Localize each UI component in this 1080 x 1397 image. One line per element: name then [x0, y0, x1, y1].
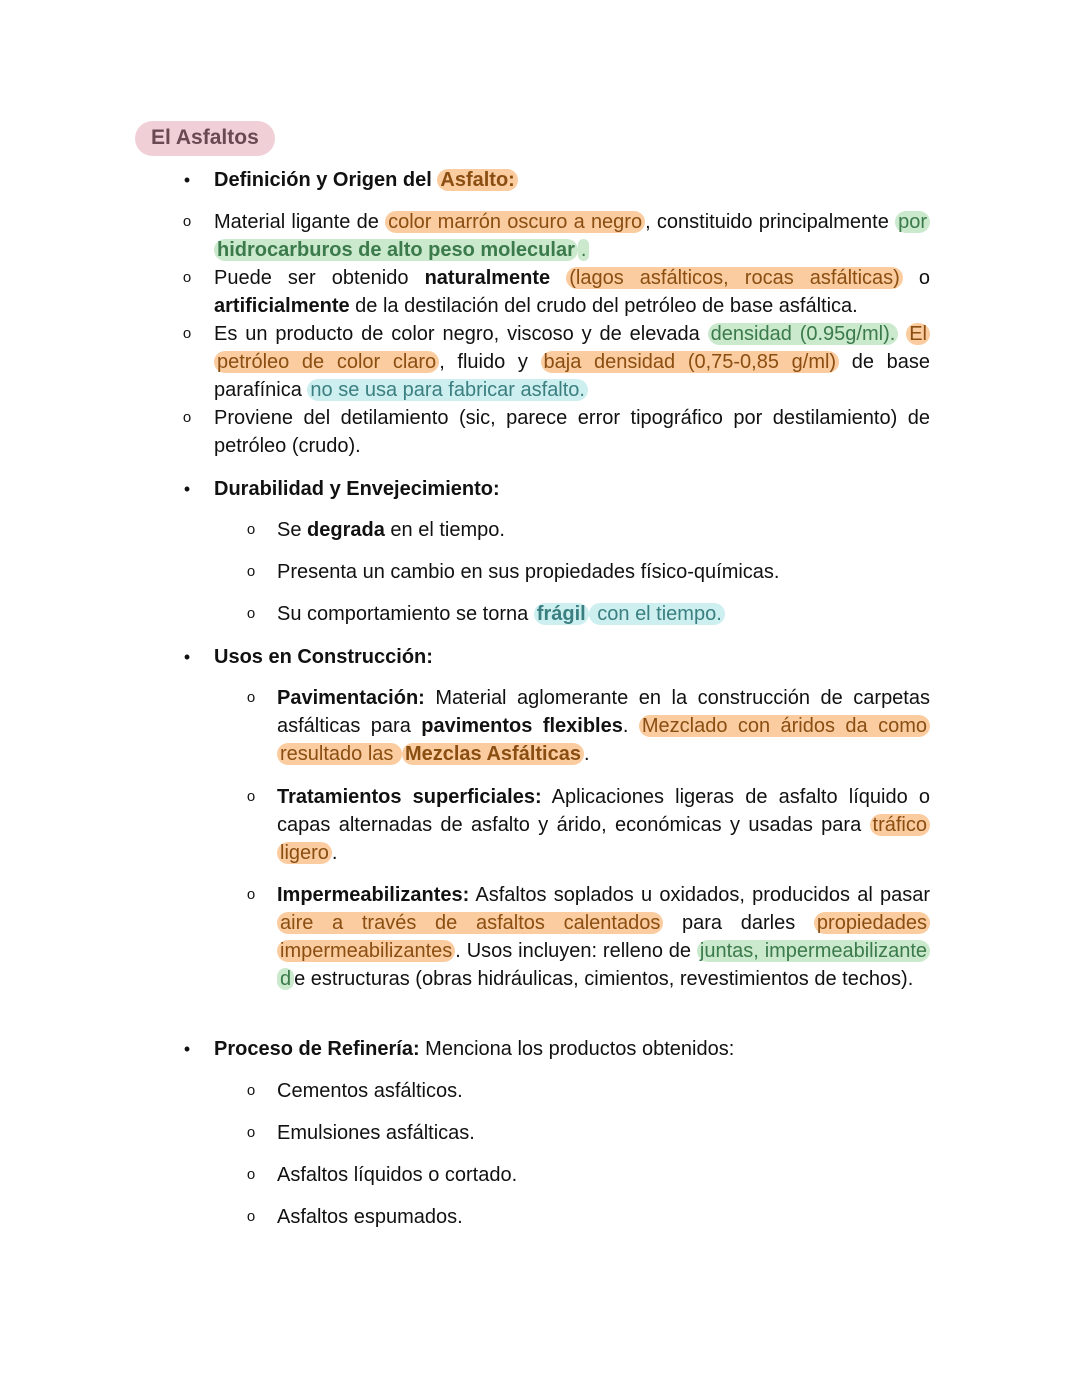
item-text — [277, 1161, 930, 1189]
text-run: Se — [277, 519, 308, 541]
circle-bullet-icon: o — [182, 325, 192, 342]
text-run: Emulsiones asfálticas. — [277, 1122, 475, 1144]
highlighted-text: tráfico ligero — [277, 814, 930, 864]
highlighted-text: Asfalto: — [437, 169, 517, 191]
highlighted-text: Mezclas Asfálticas — [402, 743, 584, 765]
circle-bullet-icon: o — [246, 788, 256, 805]
text-run: de base parafínica — [214, 351, 931, 401]
item-text — [214, 208, 930, 264]
item-text — [277, 1203, 930, 1231]
item-text — [277, 558, 930, 586]
text-run: Su comportamiento se torna — [277, 603, 534, 625]
highlighted-text: frágil — [534, 603, 589, 625]
bold-text: Proceso de Refinería: — [214, 1038, 420, 1060]
text-run: . — [622, 715, 639, 737]
highlighted-text: no se usa para fabricar asfalto. — [307, 379, 588, 401]
highlighted-text: por — [895, 211, 930, 233]
circle-bullet-icon: o — [246, 689, 256, 706]
text-run: Asfaltos espumados. — [277, 1206, 463, 1228]
bold-text: Pavimentación: — [277, 687, 425, 709]
text-run: o — [902, 267, 930, 289]
heading-text — [214, 643, 930, 671]
highlighted-text: hidrocarburos de alto peso molecular — [214, 239, 578, 261]
circle-bullet-icon: o — [246, 563, 256, 580]
document-title: El Asfaltos — [135, 121, 275, 156]
bullet-icon: • — [183, 170, 191, 190]
circle-bullet-icon: o — [182, 213, 192, 230]
highlighted-text: aire a través de asfaltos calentados — [277, 912, 663, 934]
text-run: . — [331, 842, 338, 864]
text-run: Puede ser obtenido — [214, 267, 425, 289]
circle-bullet-icon: o — [246, 886, 256, 903]
highlighted-text: Mezclado con áridos da como resultado las — [277, 715, 930, 765]
bold-text: Durabilidad y Envejecimiento: — [214, 478, 500, 500]
heading-text — [214, 475, 930, 503]
circle-bullet-icon: o — [182, 269, 192, 286]
highlighted-text: propiedades impermeabilizantes — [277, 912, 930, 962]
highlighted-text: . — [578, 239, 590, 261]
bold-text: pavimentos flexibles — [421, 715, 623, 737]
text-run: Asfaltos soplados u oxidados, producidos al pasar — [469, 884, 930, 906]
item-text — [277, 684, 930, 768]
text-run: Menciona los productos obtenidos: — [419, 1038, 735, 1060]
item-text — [277, 783, 930, 867]
text-run — [550, 267, 566, 289]
text-run: en el tiempo. — [384, 519, 505, 541]
text-run: Proviene del detilamiento (sic, parece error tipográfico por destilamiento) de petróleo (crudo). — [214, 407, 930, 457]
bold-text: naturalmente — [424, 267, 551, 289]
highlighted-text: juntas, impermeabilizante d — [277, 940, 930, 990]
text-run: de la destilación del crudo del petróleo de base asfáltica. — [349, 295, 858, 317]
text-run: para darles — [663, 912, 814, 934]
text-run: Material ligante de — [214, 211, 386, 233]
highlighted-text: (lagos asfálticos, rocas asfálticas) — [566, 267, 903, 289]
item-text — [277, 1077, 930, 1105]
circle-bullet-icon: o — [246, 1082, 256, 1099]
circle-bullet-icon: o — [246, 521, 256, 538]
item-text — [277, 881, 930, 993]
text-run: Material aglomerante en la construcción de carpetas asfálticas para — [277, 687, 930, 737]
item-text — [214, 264, 930, 320]
item-text — [214, 320, 930, 404]
highlighted-text: densidad (0.95g/ml). — [708, 323, 899, 345]
bullet-icon: • — [183, 647, 191, 667]
circle-bullet-icon: o — [246, 1166, 256, 1183]
heading-text — [214, 166, 930, 194]
text-run: , constituido principalmente — [645, 211, 896, 233]
item-text — [214, 404, 930, 460]
bold-text: Tratamientos superficiales: — [277, 786, 542, 808]
text-run: . — [583, 743, 590, 765]
item-text — [277, 1119, 930, 1147]
highlighted-text: color marrón oscuro a negro — [385, 211, 645, 233]
bold-text: Definición y Origen del — [214, 169, 438, 191]
circle-bullet-icon: o — [246, 605, 256, 622]
bold-text: Impermeabilizantes: — [277, 884, 470, 906]
text-run: Presenta un cambio en sus propiedades físico-químicas. — [277, 561, 780, 583]
text-run: . Usos incluyen: relleno de — [455, 940, 697, 962]
bold-text: artificialmente — [214, 295, 350, 317]
bullet-icon: • — [183, 1039, 191, 1059]
bold-text: degrada — [307, 519, 385, 541]
text-run: e estructuras (obras hidráulicas, cimientos, revestimientos de techos). — [294, 968, 914, 990]
bullet-icon: • — [183, 479, 191, 499]
highlighted-text: El petróleo de color claro — [214, 323, 930, 373]
item-text — [277, 600, 930, 628]
circle-bullet-icon: o — [246, 1208, 256, 1225]
bold-text: Usos en Construcción: — [214, 646, 433, 668]
text-run: Es un producto de color negro, viscoso y de elevada — [214, 323, 708, 345]
highlighted-text: con el tiempo. — [589, 603, 725, 625]
item-text — [277, 516, 930, 544]
text-run: Asfaltos líquidos o cortado. — [277, 1164, 518, 1186]
text-run: Cementos asfálticos. — [277, 1080, 463, 1102]
circle-bullet-icon: o — [246, 1124, 256, 1141]
heading-text — [214, 1035, 930, 1063]
circle-bullet-icon: o — [182, 409, 192, 426]
text-run: Aplicaciones ligeras de asfalto líquido o capas alternadas de asfalto y árido, económicas y usadas para — [277, 786, 931, 836]
text-run: , fluido y — [439, 351, 541, 373]
highlighted-text: baja densidad (0,75-0,85 g/ml) — [541, 351, 840, 373]
